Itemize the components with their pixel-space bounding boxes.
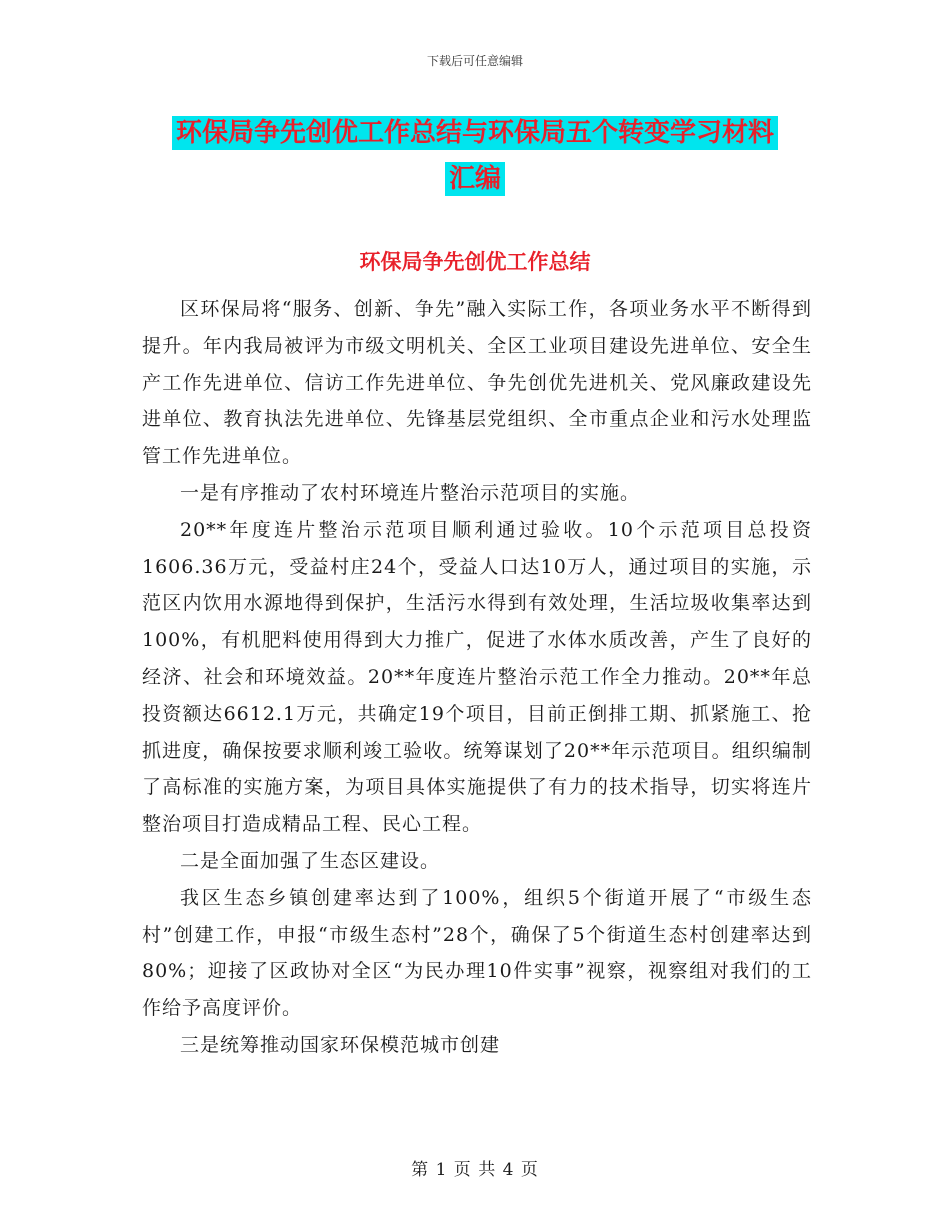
document-title bbox=[150, 110, 800, 202]
paragraph: 区环保局将“服务、创新、争先”融入实际工作，各项业务水平不断得到提升。年内我局被评为市级文明机关、全区工业项目建设先进单位、安全生产工作先进单位、信访工作先进单位、争先创优先进机关、党风廉政建设先进单位、教育执法先进单位、先锋基层党组织、全市重点企业和污水处理监管工作先进单位。 bbox=[142, 298, 812, 468]
page-footer: 第 1 页 共 4 页 bbox=[411, 1160, 539, 1180]
paragraph: 三是统筹推动国家环保模范城市创建 bbox=[180, 1033, 501, 1056]
section-title: 环保局争先创优工作总结 bbox=[359, 250, 591, 274]
document-title-line-2: 汇编 bbox=[445, 162, 505, 196]
header-note: 下载后可任意编辑 bbox=[426, 54, 523, 68]
paragraph: 我区生态乡镇创建率达到了100%，组织5个街道开展了“市级生态村”创建工作，申报“市级生态村”28个，确保了5个街道生态村创建率达到80%；迎接了区政协对全区“为民办理10件实事”视察，视察组对我们的工作给予高度评价。 bbox=[142, 886, 812, 1020]
document-title-line-1: 环保局争先创优工作总结与环保局五个转变学习材料 bbox=[172, 116, 778, 150]
paragraph: 二是全面加强了生态区建设。 bbox=[180, 849, 441, 872]
body-text bbox=[142, 291, 812, 1064]
paragraph: 20**年度连片整治示范项目顺利通过验收。10个示范项目总投资1606.36万元，受益村庄24个，受益人口达10万人，通过项目的实施，示范区内饮用水源地得到保护，生活污水得到有效处理，生活垃圾收集率达到100%，有机肥料使用得到大力推广，促进了水体水质改善，产生了良好的经济、社会和环境效益。20**年度连片整治示范工作全力推动。20**年总投资额达6612.1万元，共确定19个项目，目前正倒排工期、抓紧施工、抢抓进度，确保按要求顺利竣工验收。统筹谋划了20**年示范项目。组织编制了高标准的实施方案，为项目具体实施提供了有力的技术指导，切实将连片整治项目打造成精品工程、民心工程。 bbox=[142, 518, 812, 836]
paragraph: 一是有序推动了农村环境连片整治示范项目的实施。 bbox=[180, 481, 641, 504]
